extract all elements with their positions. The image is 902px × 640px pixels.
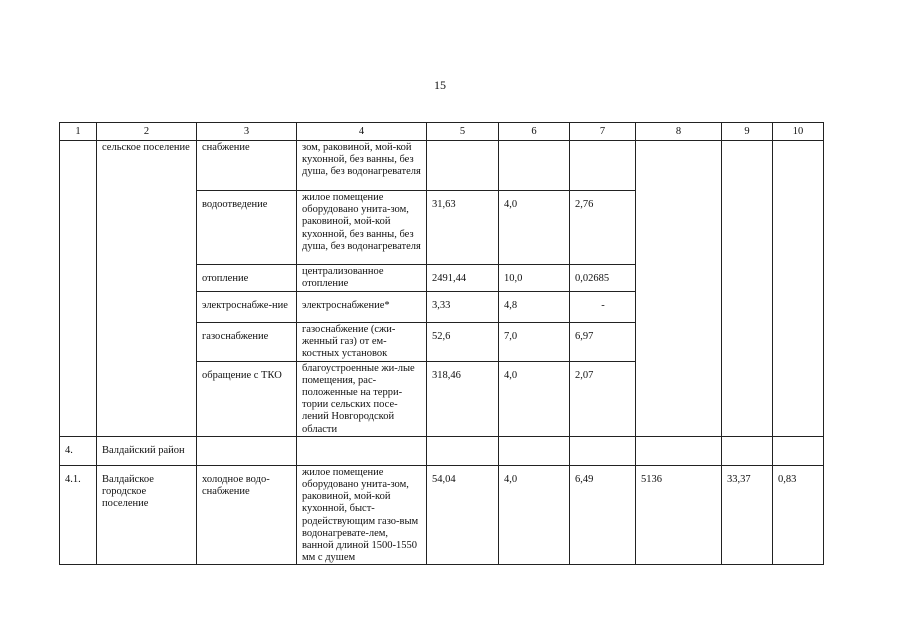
municipality-cell: Валдайский район [97,436,197,465]
description-cell: электроснабжение* [297,292,427,323]
service-cell: газоснабжение [197,323,297,362]
value-cell: 0,02685 [570,265,636,292]
value-cell: 4,0 [499,361,570,436]
value-cell: - [570,292,636,323]
value-cell: 3,33 [427,292,499,323]
service-cell [197,436,297,465]
description-cell: зом, раковиной, мой-кой кухонной, без ванны, без душа, без водонагревателя [297,141,427,191]
value-cell [773,436,824,465]
value-cell: 4,0 [499,465,570,565]
value-cell [636,141,722,437]
column-number: 5 [427,123,499,141]
description-cell [297,436,427,465]
value-cell [499,436,570,465]
value-cell: 2,76 [570,191,636,265]
service-cell: электроснабже-ние [197,292,297,323]
value-cell: 31,63 [427,191,499,265]
value-cell: 7,0 [499,323,570,362]
value-cell: 2491,44 [427,265,499,292]
municipality-cell: Валдайское городское поселение [97,465,197,565]
service-cell: обращение с ТКО [197,361,297,436]
tariff-table [59,122,824,565]
value-cell: 2,07 [570,361,636,436]
column-number: 7 [570,123,636,141]
value-cell [636,436,722,465]
service-cell: снабжение [197,141,297,191]
column-number-row [60,123,824,141]
column-number: 10 [773,123,824,141]
value-cell: 4,8 [499,292,570,323]
row-number-cell: 4. [60,436,97,465]
page-number: 15 [434,78,446,92]
value-cell [570,436,636,465]
value-cell: 0,83 [773,465,824,565]
description-cell: централизованное отопление [297,265,427,292]
value-cell: 54,04 [427,465,499,565]
value-cell: 6,97 [570,323,636,362]
row-number-cell: 4.1. [60,465,97,565]
column-number: 6 [499,123,570,141]
value-cell [722,436,773,465]
table-row [60,465,824,565]
value-cell: 33,37 [722,465,773,565]
column-number: 8 [636,123,722,141]
value-cell: 5136 [636,465,722,565]
description-cell: благоустроенные жи-лые помещения, рас-положенные на терри-тории сельских посе-лений Новгородской области [297,361,427,436]
description-cell: газоснабжение (сжи-женный газ) от ем-костных установок [297,323,427,362]
column-number: 2 [97,123,197,141]
service-cell: отопление [197,265,297,292]
value-cell: 10,0 [499,265,570,292]
description-cell: жилое помещение оборудовано унита-зом, раковиной, мой-кой кухонной, без ванны, без душа, без водонагревателя [297,191,427,265]
column-number: 4 [297,123,427,141]
table-row [60,141,824,191]
value-cell [499,141,570,191]
value-cell [570,141,636,191]
row-number-cell [60,141,97,437]
table-row [60,436,824,465]
column-number: 1 [60,123,97,141]
description-cell: жилое помещение оборудовано унита-зом, раковиной, мой-кой кухонной, быст-родействующим газо-вым водонагревате-лем, ванной длиной 1500-1550 мм с душем [297,465,427,565]
value-cell [773,141,824,437]
value-cell [427,141,499,191]
municipality-cell: сельское поселение [97,141,197,437]
value-cell: 4,0 [499,191,570,265]
column-number: 3 [197,123,297,141]
column-number: 9 [722,123,773,141]
value-cell: 6,49 [570,465,636,565]
value-cell [427,436,499,465]
value-cell [722,141,773,437]
value-cell: 52,6 [427,323,499,362]
service-cell: холодное водо-снабжение [197,465,297,565]
value-cell: 318,46 [427,361,499,436]
service-cell: водоотведение [197,191,297,265]
